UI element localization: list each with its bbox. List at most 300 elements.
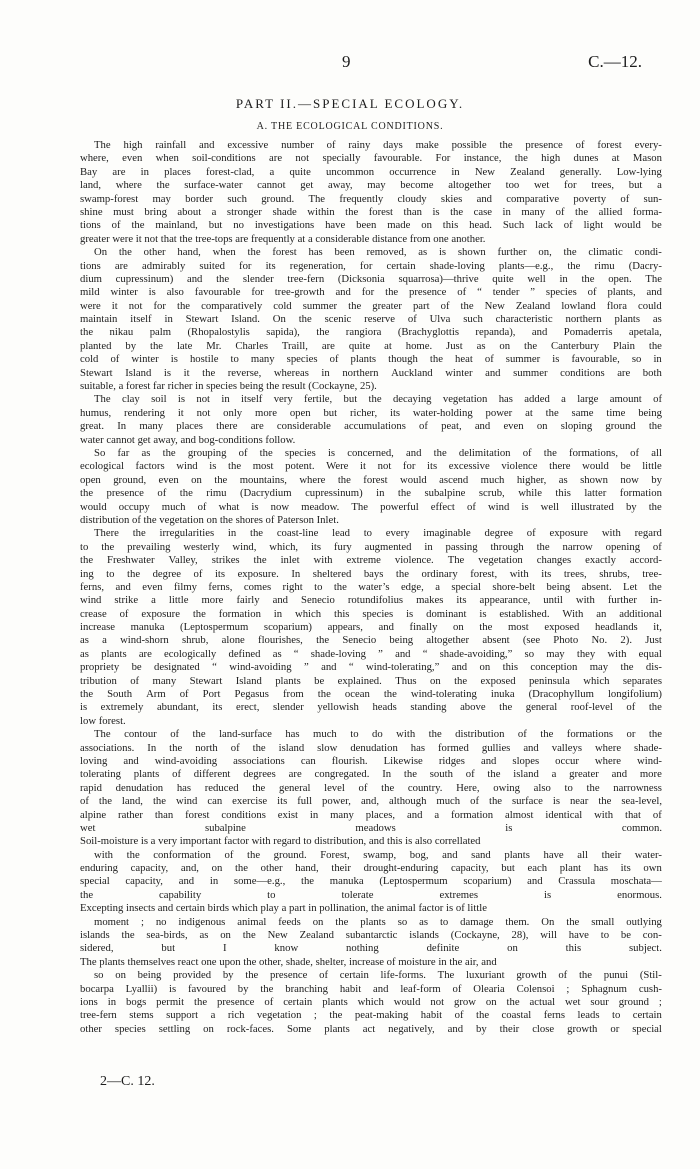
word: this bbox=[387, 835, 406, 848]
word: every- bbox=[634, 139, 662, 151]
word: in bbox=[273, 607, 283, 620]
word: indigenous bbox=[178, 915, 226, 928]
word: in bbox=[502, 205, 511, 218]
word: crease bbox=[80, 607, 107, 620]
word: tolerating bbox=[80, 768, 121, 781]
word: and bbox=[480, 754, 497, 767]
word: high bbox=[541, 152, 561, 165]
page-number: 9 bbox=[342, 52, 351, 71]
word: what bbox=[218, 500, 240, 513]
word: the bbox=[247, 848, 261, 861]
word: formations bbox=[566, 728, 614, 741]
word: with bbox=[575, 594, 595, 607]
word: too bbox=[505, 179, 520, 192]
word: standing bbox=[410, 701, 447, 714]
word: presence bbox=[217, 996, 255, 1008]
word: northern bbox=[342, 366, 379, 379]
word: now bbox=[620, 473, 639, 486]
word: powerful bbox=[380, 500, 419, 513]
word: further bbox=[607, 594, 637, 607]
word: Crassula bbox=[558, 875, 596, 888]
word: Were bbox=[326, 460, 349, 473]
word: the bbox=[252, 741, 266, 754]
word: land, bbox=[121, 795, 143, 808]
word: much bbox=[480, 473, 505, 486]
word: forest bbox=[363, 473, 388, 486]
word: richer, bbox=[349, 406, 378, 419]
word: which bbox=[231, 902, 261, 915]
word: more bbox=[639, 768, 662, 781]
word: much bbox=[161, 500, 186, 513]
word: places bbox=[164, 165, 191, 178]
word: small bbox=[591, 915, 615, 928]
word: ; bbox=[566, 982, 570, 995]
word: and bbox=[272, 594, 289, 607]
word: have bbox=[543, 848, 564, 861]
word: abundant, bbox=[156, 701, 199, 714]
word: of bbox=[484, 353, 494, 366]
text-line bbox=[80, 139, 662, 152]
word: On bbox=[272, 313, 286, 326]
text-line bbox=[80, 219, 662, 232]
word: rich bbox=[227, 1009, 245, 1022]
word: large bbox=[577, 393, 599, 406]
word: Valley, bbox=[168, 554, 198, 567]
word: even bbox=[122, 152, 143, 165]
word: plants bbox=[275, 674, 301, 687]
word: it bbox=[111, 299, 118, 312]
word: in bbox=[424, 540, 433, 553]
word: of bbox=[179, 688, 189, 701]
word: possible bbox=[451, 139, 487, 151]
word: when bbox=[212, 246, 236, 259]
word: correllated bbox=[434, 835, 481, 848]
text-line bbox=[80, 795, 662, 808]
word: forest bbox=[368, 205, 394, 218]
word: certain bbox=[175, 902, 208, 915]
word: part bbox=[288, 902, 309, 915]
word: of bbox=[407, 313, 417, 326]
text-line bbox=[80, 1009, 662, 1022]
word: a bbox=[211, 205, 217, 218]
word: exist bbox=[277, 808, 298, 821]
word: cold bbox=[273, 299, 292, 312]
word: sand bbox=[471, 848, 491, 861]
word: to bbox=[350, 728, 359, 741]
text-line bbox=[80, 541, 662, 554]
word: so bbox=[94, 969, 104, 982]
word: and bbox=[611, 768, 628, 781]
word: it bbox=[183, 366, 190, 379]
word: is bbox=[209, 460, 217, 473]
word: away, bbox=[153, 433, 181, 446]
word: not bbox=[144, 232, 161, 245]
word: of bbox=[575, 139, 585, 151]
word: the bbox=[156, 179, 170, 192]
word: rather bbox=[118, 808, 143, 821]
word: ; bbox=[658, 996, 662, 1008]
word: habit bbox=[339, 982, 362, 995]
word: wind-avoiding bbox=[229, 661, 292, 674]
word: of bbox=[264, 996, 274, 1008]
word: and bbox=[123, 754, 139, 767]
word: by bbox=[222, 969, 234, 982]
word: In bbox=[382, 768, 392, 781]
word: the bbox=[169, 741, 183, 754]
text-line bbox=[80, 849, 662, 862]
word: surface-water bbox=[184, 179, 243, 192]
word: places bbox=[176, 420, 203, 433]
word: frequently bbox=[250, 232, 298, 245]
word: erect, bbox=[235, 701, 260, 714]
word: ascend bbox=[439, 473, 469, 486]
text-line bbox=[80, 942, 662, 955]
word: the bbox=[149, 339, 164, 352]
word: the bbox=[403, 768, 417, 781]
word: outlying bbox=[626, 915, 662, 928]
word: lack bbox=[535, 219, 553, 232]
word: and bbox=[406, 446, 422, 459]
word: Port bbox=[202, 688, 221, 701]
word: occupy bbox=[118, 500, 150, 513]
word: one bbox=[201, 955, 220, 968]
word: There bbox=[94, 527, 119, 540]
word: and bbox=[395, 647, 411, 660]
word: the bbox=[460, 299, 474, 312]
word: another. bbox=[451, 232, 486, 245]
text-line bbox=[80, 728, 662, 741]
word: of bbox=[630, 446, 640, 459]
word: at bbox=[297, 232, 308, 245]
word: the bbox=[253, 554, 267, 567]
word: their bbox=[601, 848, 622, 861]
text-line bbox=[80, 380, 662, 393]
word: sidered, bbox=[80, 942, 114, 955]
word: summer bbox=[302, 299, 338, 312]
text-line bbox=[80, 715, 662, 728]
word: almost bbox=[505, 808, 534, 821]
text-line bbox=[80, 568, 662, 581]
word: for bbox=[564, 179, 577, 192]
word: certain bbox=[632, 1009, 662, 1022]
word: not bbox=[377, 460, 392, 473]
word: the bbox=[397, 487, 411, 500]
word: little bbox=[642, 460, 662, 473]
word: considerable bbox=[276, 420, 331, 433]
word: could bbox=[638, 299, 662, 312]
word: Photo bbox=[553, 634, 579, 647]
word: dium bbox=[80, 272, 102, 285]
word: on bbox=[191, 473, 202, 486]
word: common. bbox=[621, 821, 662, 834]
word: that bbox=[624, 808, 642, 821]
word: the bbox=[543, 446, 557, 459]
word: its bbox=[427, 460, 438, 473]
word: reduced bbox=[204, 781, 239, 794]
word: water’s bbox=[358, 580, 390, 593]
word: comes bbox=[243, 580, 272, 593]
word: maintain bbox=[80, 313, 118, 326]
word: of bbox=[326, 139, 336, 151]
word: vegetation bbox=[442, 393, 488, 406]
word: allied bbox=[598, 205, 623, 218]
text-line bbox=[80, 300, 662, 313]
word: coastal bbox=[501, 1009, 532, 1022]
word: the bbox=[234, 862, 248, 875]
word: propriety bbox=[80, 661, 120, 674]
word: manuka bbox=[130, 621, 165, 634]
word: vegetation bbox=[256, 1009, 302, 1022]
word: much bbox=[313, 728, 337, 741]
word: there bbox=[549, 460, 571, 473]
word: “ bbox=[293, 647, 299, 660]
word: Mr. bbox=[206, 339, 222, 352]
word: as bbox=[652, 313, 662, 326]
word: Island. bbox=[231, 313, 260, 326]
word: (Stil- bbox=[639, 969, 662, 982]
word: by bbox=[125, 339, 137, 352]
word: the bbox=[383, 688, 397, 701]
word: the bbox=[499, 139, 513, 151]
word: ecologically bbox=[164, 647, 217, 660]
word: shore-belt bbox=[492, 580, 536, 593]
word: cannot bbox=[257, 179, 286, 192]
word: many bbox=[250, 353, 275, 366]
word: permit bbox=[156, 996, 185, 1008]
word: In bbox=[117, 420, 127, 433]
word: number bbox=[281, 139, 314, 151]
word: and bbox=[335, 286, 351, 299]
word: ferns, bbox=[208, 580, 233, 593]
word: which bbox=[295, 607, 322, 620]
word: in bbox=[376, 487, 385, 500]
word: ; bbox=[313, 1009, 317, 1022]
word: the bbox=[433, 446, 447, 459]
word: it, bbox=[653, 621, 662, 634]
word: the bbox=[249, 527, 264, 540]
word: Stewart bbox=[185, 313, 219, 326]
word: fury bbox=[333, 540, 352, 553]
word: act bbox=[362, 1022, 376, 1035]
word: and bbox=[527, 875, 543, 888]
word: different bbox=[193, 768, 231, 781]
word: favoured bbox=[187, 982, 226, 995]
word: Such bbox=[502, 219, 525, 232]
word: as bbox=[418, 246, 428, 259]
word: are bbox=[114, 259, 128, 272]
word: itself bbox=[130, 313, 152, 326]
word: rock-faces. bbox=[226, 1022, 274, 1035]
word: is bbox=[432, 205, 440, 218]
word: but bbox=[501, 862, 515, 875]
text-line bbox=[80, 634, 662, 647]
word: that bbox=[160, 232, 180, 245]
word: such bbox=[463, 313, 483, 326]
word: shrubs, bbox=[599, 567, 630, 580]
word: air, bbox=[465, 955, 482, 968]
text-line bbox=[80, 648, 662, 661]
word: regard bbox=[634, 527, 662, 540]
word: in bbox=[438, 955, 450, 968]
word: head. bbox=[469, 219, 492, 232]
word: with bbox=[313, 554, 333, 567]
word: skies bbox=[440, 192, 463, 205]
word: the bbox=[567, 259, 581, 272]
word: plants bbox=[350, 353, 377, 366]
word: this bbox=[565, 942, 582, 955]
word: The bbox=[80, 955, 100, 968]
word: potent. bbox=[285, 460, 315, 473]
word: case bbox=[473, 205, 493, 218]
word: low bbox=[80, 714, 99, 727]
word: comparatively bbox=[201, 299, 263, 312]
word: this bbox=[442, 219, 459, 232]
word: wind bbox=[176, 460, 198, 473]
word: ” bbox=[303, 661, 309, 674]
word: capacity, bbox=[130, 862, 169, 875]
word: border bbox=[185, 192, 214, 205]
word: opening bbox=[605, 540, 641, 553]
word: of bbox=[386, 955, 399, 968]
word: the bbox=[563, 246, 577, 259]
word: (Dicksonia bbox=[337, 272, 385, 285]
word: distribution bbox=[455, 728, 505, 741]
word: to bbox=[303, 835, 315, 848]
word: insects bbox=[126, 902, 158, 915]
word: the bbox=[260, 982, 274, 995]
word: such bbox=[227, 192, 247, 205]
word: being bbox=[546, 580, 571, 593]
word: (Dacry- bbox=[628, 259, 662, 272]
word: suited bbox=[199, 259, 225, 272]
word: it bbox=[135, 232, 145, 245]
word: vegetation bbox=[478, 554, 523, 567]
word: the bbox=[598, 795, 612, 808]
word: Sphagnum bbox=[581, 982, 627, 995]
word: summer bbox=[513, 366, 548, 379]
word: the bbox=[506, 996, 520, 1008]
word: of bbox=[111, 219, 121, 232]
word: cannot bbox=[106, 433, 138, 446]
word: the bbox=[648, 420, 662, 433]
word: would bbox=[400, 473, 427, 486]
word: species bbox=[286, 353, 318, 366]
word: The bbox=[308, 192, 326, 205]
word: subject. bbox=[629, 942, 662, 955]
word: and bbox=[157, 902, 176, 915]
word: generally. bbox=[559, 165, 602, 178]
word: tender bbox=[492, 286, 520, 299]
word: than bbox=[154, 808, 174, 821]
word: Plain bbox=[612, 339, 635, 352]
word: the bbox=[298, 313, 312, 326]
word: to bbox=[439, 915, 449, 928]
word: headlands bbox=[594, 621, 638, 634]
word: forest, bbox=[470, 567, 498, 580]
word: the bbox=[316, 326, 330, 339]
word: to bbox=[80, 540, 89, 553]
word: bog, bbox=[409, 848, 429, 861]
word: leaf-form bbox=[400, 982, 441, 995]
word: as bbox=[558, 473, 568, 486]
word: So bbox=[94, 446, 106, 459]
word: the bbox=[499, 701, 513, 714]
word: days bbox=[383, 139, 403, 151]
word: hostile bbox=[189, 353, 219, 366]
word: ground bbox=[618, 996, 649, 1008]
word: Senecio bbox=[301, 594, 335, 607]
word: rimu bbox=[206, 487, 227, 500]
word: On bbox=[94, 246, 108, 259]
word: enormous. bbox=[617, 888, 662, 901]
word: scoparium) bbox=[463, 875, 512, 888]
word: sloping bbox=[560, 420, 593, 433]
text-line bbox=[80, 246, 662, 259]
word: certain bbox=[283, 996, 313, 1008]
word: on bbox=[507, 942, 518, 955]
word: fairly bbox=[236, 594, 260, 607]
word: the bbox=[620, 661, 634, 674]
word: the bbox=[80, 688, 94, 701]
word: as bbox=[80, 647, 89, 660]
word: country. bbox=[407, 781, 443, 794]
word: a bbox=[307, 232, 316, 245]
word: sour bbox=[590, 996, 609, 1008]
word: narrowness bbox=[613, 781, 662, 794]
word: con- bbox=[642, 929, 662, 942]
word: wind bbox=[175, 795, 198, 808]
word: greater bbox=[569, 768, 599, 781]
word: them. bbox=[505, 915, 530, 928]
word: although bbox=[389, 795, 427, 808]
word: a bbox=[118, 380, 127, 393]
word: places, bbox=[365, 808, 396, 821]
word: even bbox=[142, 580, 163, 593]
word: very bbox=[158, 835, 180, 848]
word: open bbox=[80, 473, 101, 486]
word: so bbox=[397, 915, 408, 928]
word: would bbox=[614, 219, 641, 232]
word: and bbox=[442, 848, 458, 861]
word: level bbox=[324, 781, 345, 794]
word: know bbox=[274, 942, 299, 955]
word: would bbox=[393, 996, 421, 1008]
word: quite bbox=[289, 165, 311, 178]
word: and bbox=[115, 580, 131, 593]
word: absent bbox=[482, 634, 510, 647]
word: with bbox=[607, 647, 627, 660]
word: are bbox=[112, 165, 126, 178]
word: shade- bbox=[634, 741, 662, 754]
word: scenic bbox=[324, 313, 352, 326]
word: regard bbox=[273, 835, 304, 848]
word: narrow bbox=[562, 540, 593, 553]
word: habit bbox=[420, 1009, 443, 1022]
word: so bbox=[524, 647, 535, 660]
word: birds bbox=[207, 902, 232, 915]
word: ground bbox=[605, 420, 636, 433]
word: On bbox=[541, 915, 555, 928]
word: no bbox=[155, 915, 167, 928]
word: forest. bbox=[98, 714, 126, 727]
word: more bbox=[201, 594, 224, 607]
word: on bbox=[479, 661, 491, 674]
word: water-holding bbox=[412, 406, 473, 419]
word: grow bbox=[454, 996, 476, 1008]
word: specially bbox=[322, 152, 361, 165]
word: appearance, bbox=[479, 594, 531, 607]
word: be bbox=[651, 219, 662, 232]
